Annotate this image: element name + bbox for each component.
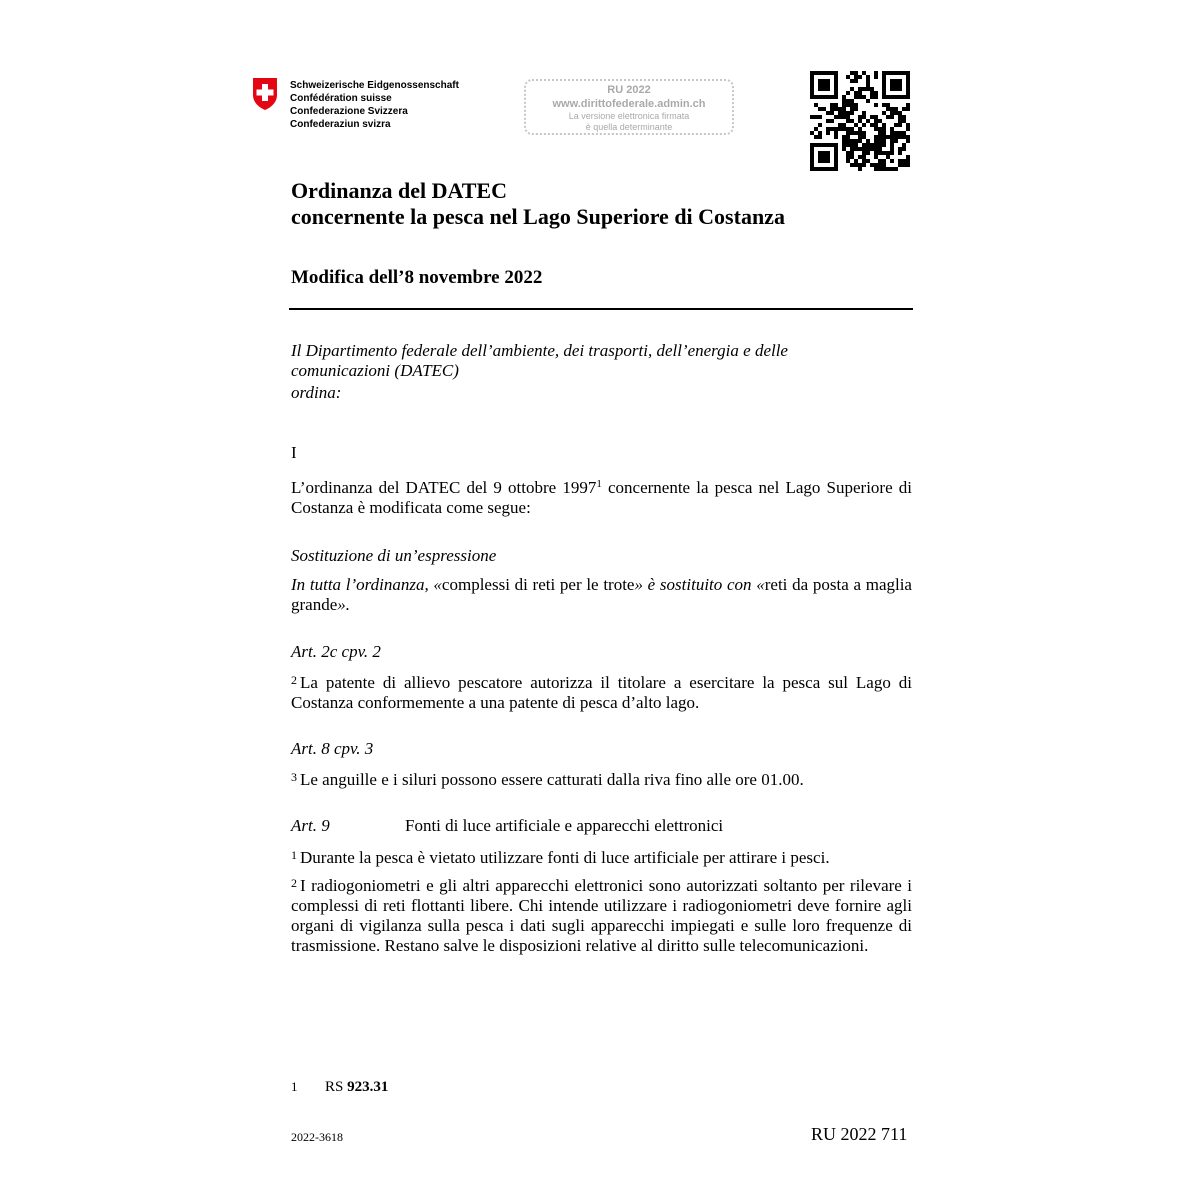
title-line-2: concernente la pesca nel Lago Superiore di Costanza [291,204,785,229]
section-number: I [291,443,297,462]
footnote-reference: 923.31 [347,1079,389,1095]
replacement-paragraph [291,575,912,615]
paragraph-text: I radiogoniometri e gli altri apparecchi elettronici sono autorizzati soltanto per rilevare i complessi di reti flottanti libere. Chi intende utilizzare i radiogoniometri deve fornire agli organi di vigilanza sulla pesca i dati sugli apparecchi impiegati e sulle loro frequenze di trasmissione. Restano salve le disposizioni relative al diritto sulle telecomunicazioni. [291,876,912,955]
replacement-lead: In tutta l’ordinanza, « [291,575,442,594]
article-2c-paragraph-2 [291,670,912,713]
page-title [291,178,785,230]
preamble-line-1: Il Dipartimento federale dell’ambiente, dei trasporti, dell’energia e delle [291,341,788,360]
preamble [291,341,788,403]
stamp-line-4: è quella determinante [585,122,673,132]
intro-paragraph [291,478,912,518]
paragraph-number: 2 [291,673,297,687]
article-9-paragraph-2 [291,873,912,956]
footnote [291,1079,388,1096]
replacement-end: ». [337,595,351,614]
footnote-prefix: RS [325,1079,348,1095]
paragraph-text: La patente di allievo pescatore autorizza il titolare a esercitare la pesca sul Lago di Costanza conformemente a una patente di pesca d’alto lago. [291,673,912,712]
confederation-name-de: Schweizerische Eidgenossenschaft [290,80,459,91]
confederation-name-fr: Confédération suisse [290,93,392,104]
title-line-1: Ordinanza del DATEC [291,178,507,203]
article-8-heading: Art. 8 cpv. 3 [291,739,374,758]
paragraph-text: Durante la pesca è vietato utilizzare fonti di luce artificiale per attirare i pesci. [300,848,830,867]
preamble-line-3: ordina: [291,383,342,402]
replacement-new-term: reti da posta a maglia grande [291,575,912,614]
ru-reference: RU 2022 711 [811,1124,908,1144]
stamp-line-1: RU 2022 [607,84,651,96]
footnote-ref: 1 [596,478,602,490]
article-9-title: Fonti di luce artificiale e apparecchi elettronici [405,816,724,835]
amendment-date-heading: Modifica dell’8 novembre 2022 [291,267,543,288]
qr-code-icon [810,71,910,171]
paragraph-number: 3 [291,770,297,784]
footnote-number: 1 [291,1079,298,1094]
preamble-line-2: comunicazioni (DATEC) [291,361,459,380]
article-9-paragraph-1 [291,845,830,868]
intro-text-before: L’ordinanza del DATEC del 9 ottobre 1997 [291,478,597,497]
paragraph-number: 1 [291,848,297,862]
article-9-heading: Art. 9 [291,816,330,835]
document-number: 2022-3618 [291,1130,343,1144]
replacement-mid: » è sostituito con « [634,575,765,594]
intro-text-after: concernente la pesca nel Lago Superiore di Costanza è modificata come segue: [291,478,912,517]
article-2c-heading: Art. 2c cpv. 2 [291,642,381,661]
title-divider [289,308,913,310]
paragraph-number: 2 [291,876,297,890]
replacement-heading: Sostituzione di un’espressione [291,546,497,565]
confederation-names [290,79,459,131]
electronic-version-stamp [524,79,734,135]
confederation-name-it: Confederazione Svizzera [290,106,408,117]
stamp-line-2: www.dirittofederale.admin.ch [552,98,706,110]
stamp-line-3: La versione elettronica firmata [568,111,690,121]
confederation-name-rm: Confederaziun svizra [290,119,391,130]
swiss-cross-emblem-icon [251,77,279,111]
replacement-old-term: complessi di reti per le trote [441,575,635,594]
paragraph-text: Le anguille e i siluri possono essere catturati dalla riva fino alle ore 01.00. [300,770,804,789]
article-8-paragraph-3 [291,767,804,790]
